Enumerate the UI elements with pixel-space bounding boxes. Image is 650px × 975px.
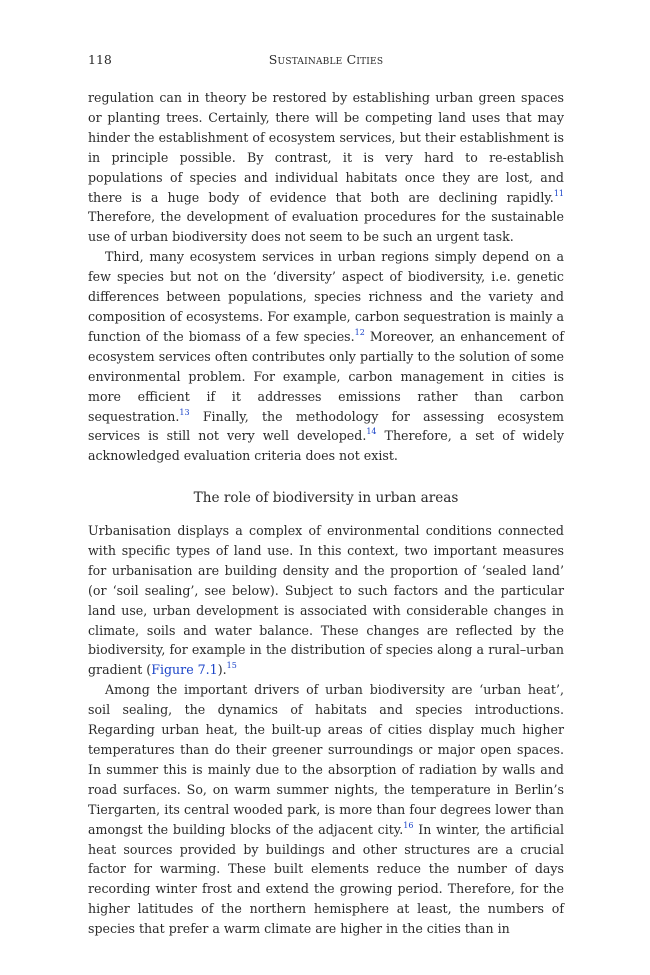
figure-link[interactable]: Figure 7.1 bbox=[151, 662, 218, 678]
text-run: Finally, the methodology for assessing ecosystem services is still not very well developed. bbox=[88, 408, 564, 444]
paragraph bbox=[88, 521, 564, 680]
text-run: Therefore, a set of widely acknowledged evaluation criteria does not exist. bbox=[88, 428, 564, 464]
text-run: Moreover, an enhancement of ecosystem services often contributes only partially to the solution of some environmental problem. For example, carbon management in cities is more efficient if it addresses emissions rather than carbon sequestration. bbox=[88, 328, 565, 424]
page-number: 118 bbox=[88, 52, 112, 67]
section-body-text bbox=[88, 521, 564, 939]
footnote-ref-14[interactable]: 14 bbox=[366, 427, 377, 437]
text-run: In winter, the artificial heat sources provided by buildings and other structures are a crucial factor for warming. These built elements reduce the number of days recording winter frost and extend the growing period. Therefore, for the higher latitudes of the northern hemisphere at least, the numbers of species that prefer a warm climate are higher in the cities than in bbox=[88, 821, 564, 937]
running-head bbox=[88, 52, 564, 70]
text-run: Third, many ecosystem services in urban regions simply depend on a few species but not on the ‘diversity’ aspect of biodiversity, i.e. genetic differences between populations, species richness and the variety and composition of ecosystems. For example, carbon sequestration is mainly a function of the biomass of a few species. bbox=[88, 249, 564, 344]
running-title: Sustainable Cities bbox=[268, 52, 384, 67]
footnote-ref-11[interactable]: 11 bbox=[553, 188, 564, 198]
paragraph bbox=[88, 680, 564, 939]
paragraph bbox=[88, 247, 564, 466]
text-run: Urbanisation displays a complex of environmental conditions connected with specific types of land use. In this context, two important measures for urbanisation are building density and the proportion of ‘sealed land’ (or ‘soil sealing’, see below). Subject to such factors and the particular land use, urban development is associated with considerable changes in climate, soils and water balance. These changes are reflected by the biodiversity, for example in the distribution of species along a rural–urban gradient ( bbox=[88, 523, 564, 678]
section-continued-text bbox=[88, 88, 564, 466]
section-heading: The role of biodiversity in urban areas bbox=[193, 490, 459, 506]
footnote-ref-13[interactable]: 13 bbox=[179, 407, 190, 417]
text-run: Therefore, the development of evaluation procedures for the sustainable use of urban biodiversity does not seem to be such an urgent task. bbox=[88, 209, 564, 245]
footnote-ref-15[interactable]: 15 bbox=[226, 661, 237, 671]
paragraph bbox=[88, 88, 564, 247]
footnote-ref-16[interactable]: 16 bbox=[403, 820, 414, 830]
text-run: regulation can in theory be restored by establishing urban green spaces or planting trees. Certainly, there will be competing land uses that may hinder the establishment of ecosystem services, but their establishment is in principle possible. By contrast, it is very hard to re-establish populations of species and individual habitats once they are lost, and there is a huge body of evidence that both are declining rapidly. bbox=[88, 90, 564, 205]
footnote-ref-12[interactable]: 12 bbox=[354, 327, 365, 337]
text-run: ). bbox=[217, 662, 227, 678]
text-run: Among the important drivers of urban biodiversity are ‘urban heat’, soil sealing, the dynamics of habitats and species introductions. Regarding urban heat, the built-up areas of cities display much higher temperatures than do their greener surroundings or major open spaces. In summer this is mainly due to the absorption of radiation by walls and road surfaces. So, on warm summer nights, the temperature in Berlin’s Tiergarten, its central wooded park, is more than four degrees lower than amongst the building blocks of the adjacent city. bbox=[88, 682, 564, 837]
